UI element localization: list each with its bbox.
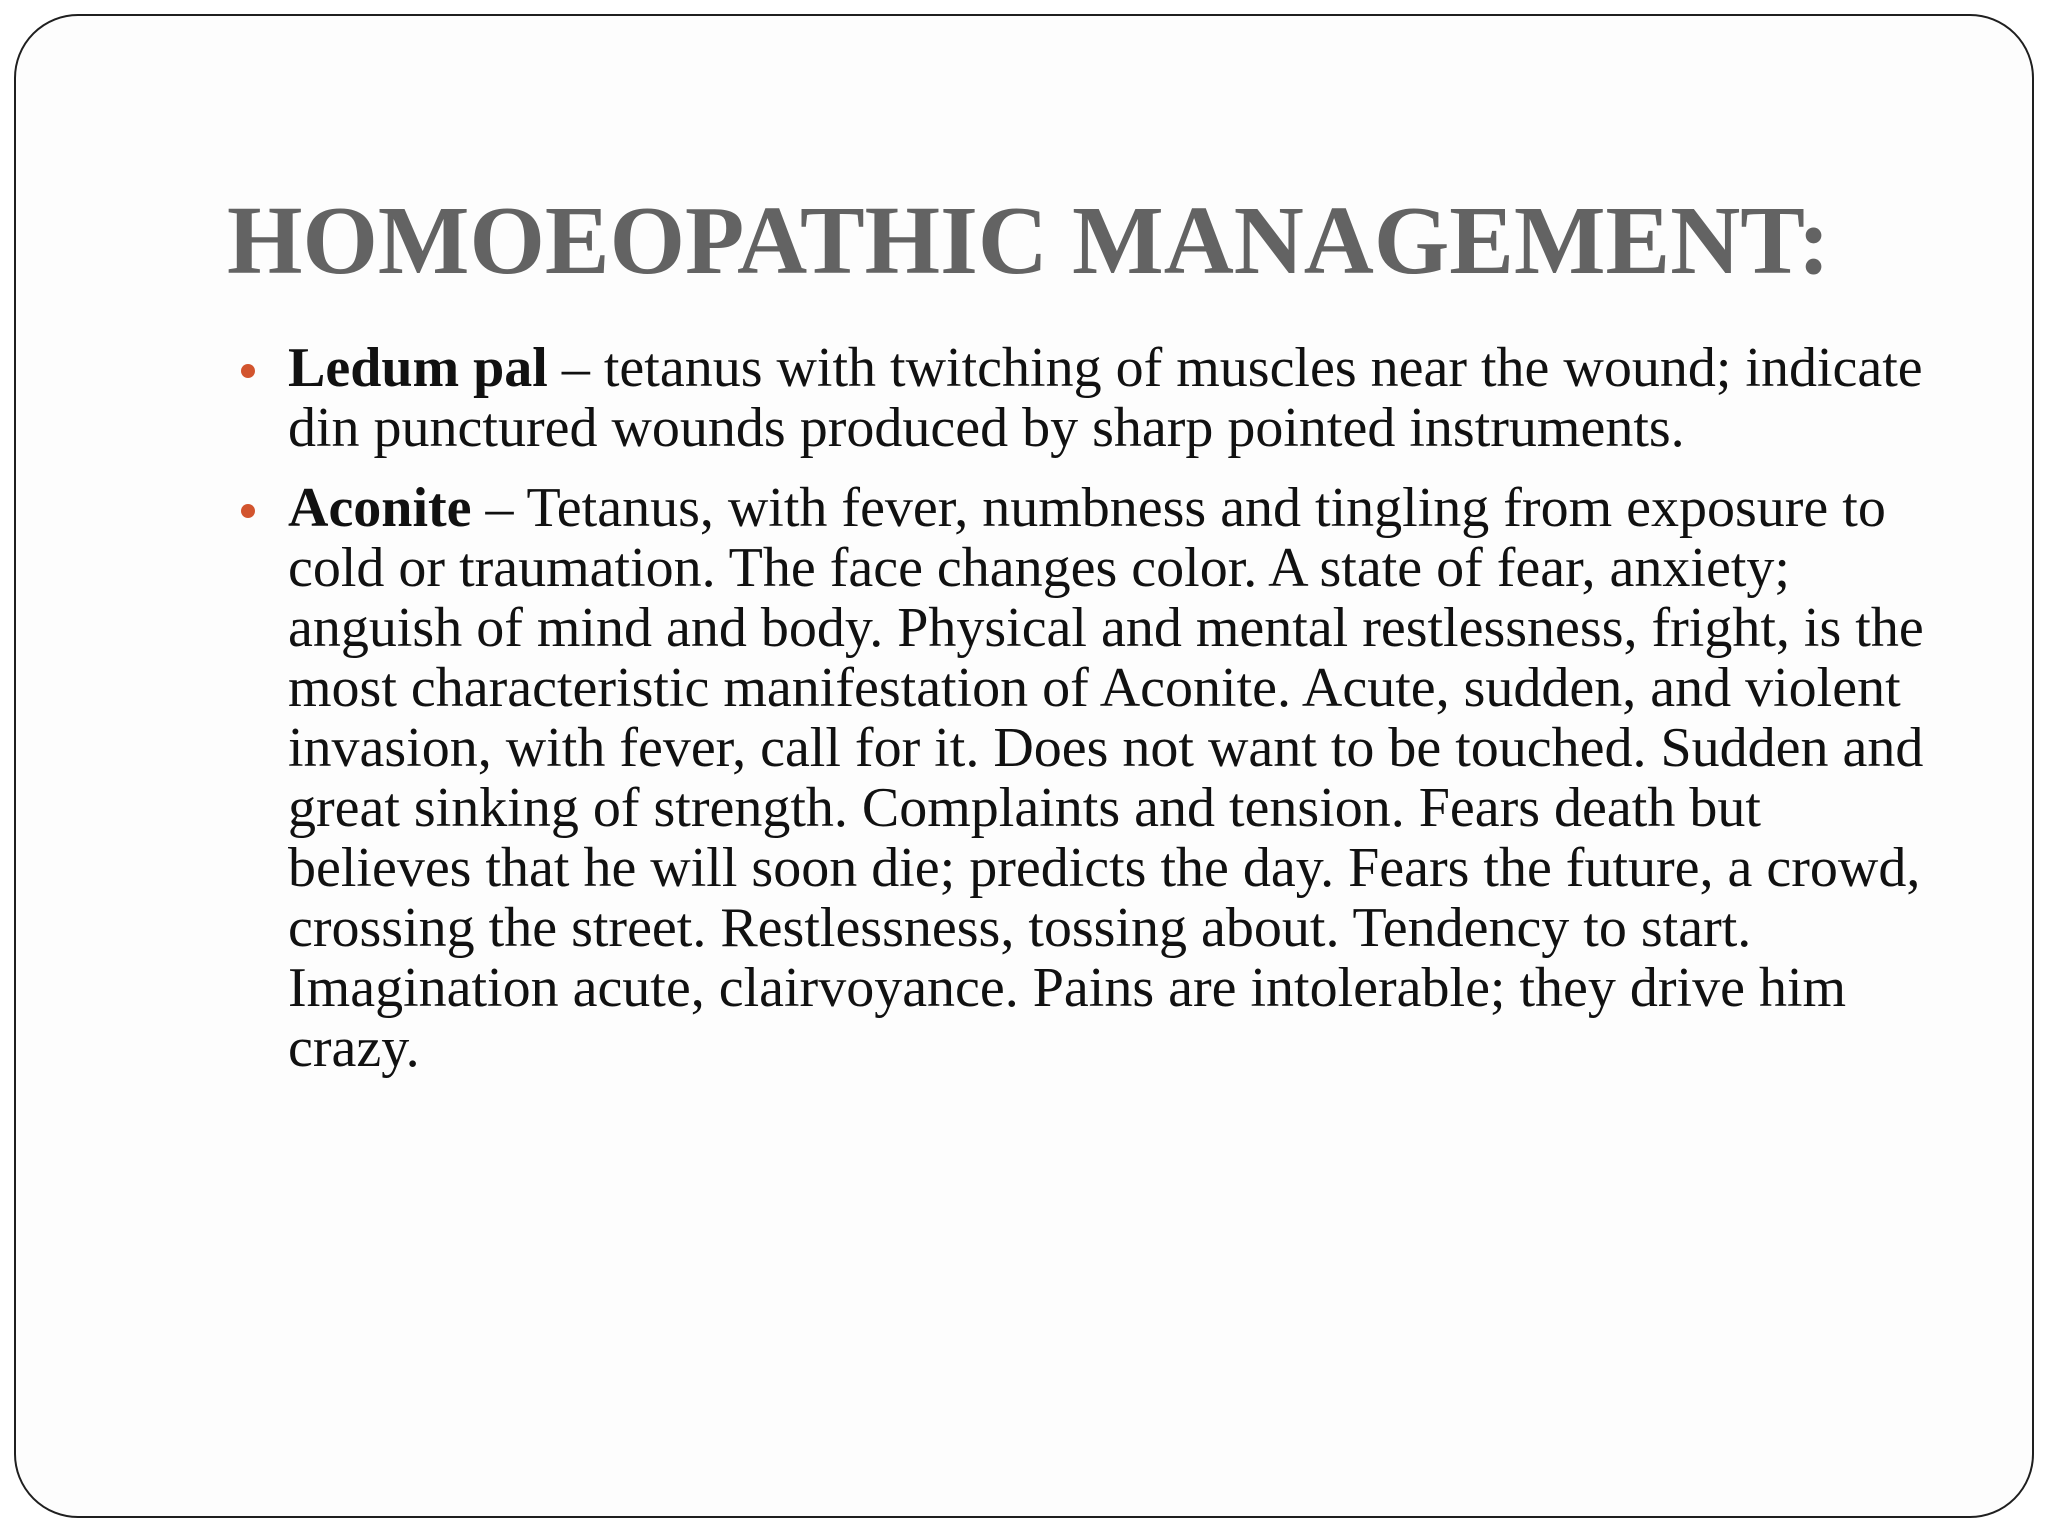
bullet-item-ledum-pal	[227, 338, 1947, 458]
slide-title: HOMOEOPATHIC MANAGEMENT:	[227, 187, 1831, 294]
remedy-name: Aconite	[288, 477, 472, 539]
bullet-list	[227, 338, 1947, 1098]
bullet-item-aconite	[227, 478, 1947, 1078]
remedy-name: Ledum pal	[288, 337, 548, 399]
slide	[14, 14, 2034, 1518]
remedy-description: – Tetanus, with fever, numbness and tingling from exposure to cold or traumation. The face changes color. A state of fear, anxiety; anguish of mind and body. Physical and mental restlessness, fright, is the most characteristic manifestation of Aconite. Acute, sudden, and violent invasion, with fever, call for it. Does not want to be touched. Sudden and great sinking of strength. Complaints and tension. Fears death but believes that he will soon die; predicts the day. Fears the future, a crowd, crossing the street. Restlessness, tossing about. Tendency to start. Imagination acute, clairvoyance. Pains are intolerable; they drive him crazy.	[288, 477, 1924, 1079]
remedy-description: – tetanus with twitching of muscles near the wound; indicate din punctured wounds produced by sharp pointed instruments.	[288, 337, 1923, 459]
bullet-dot-icon	[241, 364, 255, 378]
bullet-dot-icon	[241, 504, 255, 518]
